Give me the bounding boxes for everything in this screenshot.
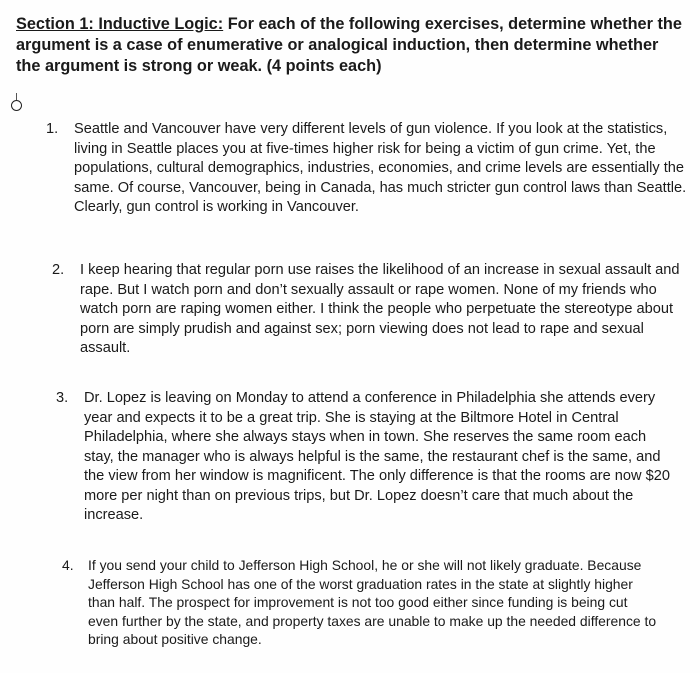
section-title: Section 1: Inductive Logic: [16, 15, 224, 33]
exercise-number: 2. [52, 262, 65, 278]
exercise-number: 4. [62, 557, 74, 573]
exercise-number: 1. [46, 121, 59, 137]
section-heading [16, 14, 684, 77]
circle-marker-icon [11, 93, 23, 113]
exercise-text: Dr. Lopez is leaving on Monday to attend a conference in Philadelphia she attends every year and expects it to be a great trip. She is staying at the Biltmore Hotel in Central Philadelphia, where she always stays when in town. She reserves the same room each stay, the manager who is always helpful is the same, the restaurant chef is the same, and the view from her window is magnificent. The only difference is that the rooms are now $20 more per night than on previous trips, but Dr. Lopez doesn’t care that much about the increase. [84, 390, 670, 523]
exercise-text: Seattle and Vancouver have very different levels of gun violence. If you look at the statistics, living in Seattle places you at five-times higher risk for being a victim of gun crime. Yet, the populations, cultural demographics, industries, economies, and crime levels are essentially the same. Of course, Vancouver, being in Canada, has much stricter gun control laws than Seattle. Clearly, gun control is working in Vancouver. [74, 121, 687, 215]
marker-circle [11, 100, 22, 111]
exercise-text: I keep hearing that regular porn use raises the likelihood of an increase in sexual assault and rape. But I watch porn and don’t sexually assault or rape women. None of my friends who watch porn are raping women either. I think the people who perpetuate the stereotype about porn are simply prudish and against sex; porn viewing does not lead to rape and sexual assault. [80, 262, 680, 356]
exercise-number: 3. [56, 390, 69, 406]
section-instructions: For each of the following exercises, determine whether the argument is a case of enumerative or analogical induction, then determine whether the argument is strong or weak. (4 points each) [16, 15, 682, 75]
exercise-text: If you send your child to Jefferson High School, he or she will not likely graduate. Because Jefferson High School has one of the worst graduation rates in the state at slightly higher than half. The prospect for improvement is not too good either since funding is being cut even further by the state, and property taxes are unable to make up the needed difference to bring about positive change. [88, 557, 657, 647]
